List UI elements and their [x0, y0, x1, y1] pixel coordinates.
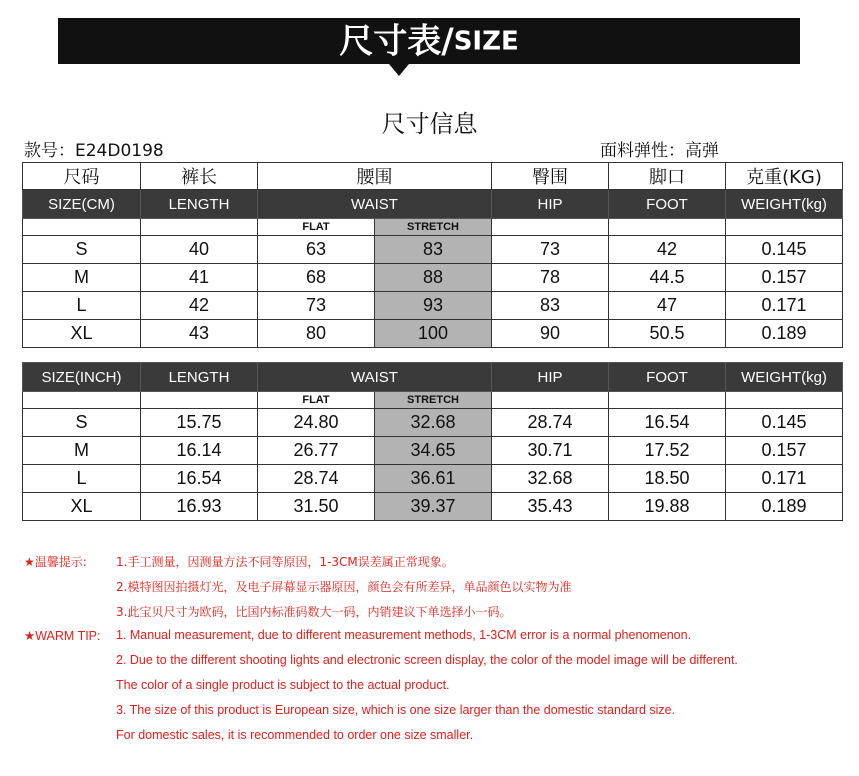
cell-weight: 0.171 [726, 465, 843, 493]
size-table-cm [22, 162, 843, 348]
cell-waist-stretch: 34.65 [375, 437, 492, 465]
subheader-row [23, 219, 843, 236]
cell-foot: 16.54 [609, 409, 726, 437]
cell-hip: 83 [492, 292, 609, 320]
subheader-flat: FLAT [258, 392, 375, 409]
cell-hip: 30.71 [492, 437, 609, 465]
cell-size: M [23, 437, 141, 465]
tip-line-en-1: 1. Manual measurement, due to different measurement methods, 1-3CM error is a normal phenomenon. [116, 628, 692, 642]
cell-waist-flat: 68 [258, 264, 375, 292]
table-row [23, 493, 843, 521]
header-row-zh [23, 163, 843, 190]
cell-foot: 47 [609, 292, 726, 320]
cell-waist-stretch: 88 [375, 264, 492, 292]
cell-length: 16.14 [141, 437, 258, 465]
cell-length: 16.93 [141, 493, 258, 521]
header-hip: HIP [492, 363, 609, 392]
cell-waist-flat: 80 [258, 320, 375, 348]
cell-length: 43 [141, 320, 258, 348]
size-table-inch [22, 362, 843, 521]
header-size: SIZE(CM) [23, 190, 141, 219]
table-row [23, 409, 843, 437]
header-foot: FOOT [609, 190, 726, 219]
cell-weight: 0.157 [726, 437, 843, 465]
fabric-elasticity: 面料弹性：高弹 [600, 141, 719, 161]
header-length: LENGTH [141, 190, 258, 219]
cell-waist-flat: 73 [258, 292, 375, 320]
table-row [23, 465, 843, 493]
tip-line-en-4: 3. The size of this product is European size, which is one size larger than the domestic standard size. [116, 703, 676, 717]
cell-size: XL [23, 320, 141, 348]
info-title: 尺寸信息 [381, 110, 478, 138]
subheader-flat: FLAT [258, 219, 375, 236]
table-row [23, 320, 843, 348]
tip-label-zh: ★温馨提示: [24, 555, 87, 569]
header-zh-weight: 克重(KG) [726, 163, 843, 190]
tip-line-en-5: For domestic sales, it is recommended to order one size smaller. [116, 728, 474, 742]
table-row [23, 292, 843, 320]
cell-weight: 0.145 [726, 409, 843, 437]
cell-size: S [23, 236, 141, 264]
table-row [23, 264, 843, 292]
cell-waist-stretch: 36.61 [375, 465, 492, 493]
tip-line-zh-3: 3.此宝贝尺寸为欧码，比国内标准码数大一码，内销建议下单选择小一码。 [116, 605, 512, 619]
cm-table-body [23, 236, 843, 348]
subheader-empty [492, 219, 609, 236]
subheader-empty [492, 392, 609, 409]
cell-foot: 18.50 [609, 465, 726, 493]
subheader-empty [141, 219, 258, 236]
cell-waist-stretch: 39.37 [375, 493, 492, 521]
header-zh-foot: 脚口 [609, 163, 726, 190]
subheader-empty [23, 219, 141, 236]
banner-title-zh: 尺寸表/ [339, 21, 454, 62]
banner-pointer-icon [389, 64, 409, 76]
cell-weight: 0.145 [726, 236, 843, 264]
table-row [23, 437, 843, 465]
cell-weight: 0.189 [726, 493, 843, 521]
cell-length: 42 [141, 292, 258, 320]
title-banner [58, 18, 800, 64]
subheader-empty [23, 392, 141, 409]
cell-waist-flat: 31.50 [258, 493, 375, 521]
cell-hip: 78 [492, 264, 609, 292]
header-row-en [23, 363, 843, 392]
header-foot: FOOT [609, 363, 726, 392]
header-weight: WEIGHT(kg) [726, 363, 843, 392]
subheader-empty [609, 219, 726, 236]
cell-waist-stretch: 100 [375, 320, 492, 348]
cell-hip: 28.74 [492, 409, 609, 437]
banner-title [58, 18, 800, 64]
cell-size: M [23, 264, 141, 292]
cell-waist-flat: 26.77 [258, 437, 375, 465]
cell-length: 40 [141, 236, 258, 264]
cell-hip: 73 [492, 236, 609, 264]
subheader-empty [609, 392, 726, 409]
model-number: 款号：E24D0198 [24, 141, 164, 161]
cell-waist-stretch: 83 [375, 236, 492, 264]
header-zh-size: 尺码 [23, 163, 141, 190]
cell-waist-flat: 63 [258, 236, 375, 264]
banner-title-en: SIZE [453, 26, 519, 57]
header-length: LENGTH [141, 363, 258, 392]
cell-length: 15.75 [141, 409, 258, 437]
cell-size: L [23, 292, 141, 320]
tip-line-en-3: The color of a single product is subject to the actual product. [116, 678, 450, 692]
header-hip: HIP [492, 190, 609, 219]
subheader-stretch: STRETCH [375, 219, 492, 236]
header-waist: WAIST [258, 363, 492, 392]
header-zh-hip: 臀围 [492, 163, 609, 190]
cell-size: S [23, 409, 141, 437]
cell-foot: 17.52 [609, 437, 726, 465]
cell-size: XL [23, 493, 141, 521]
header-weight: WEIGHT(kg) [726, 190, 843, 219]
tip-line-zh-2: 2.模特图因拍摄灯光，及电子屏幕显示器原因，颜色会有所差异，单品颜色以实物为准 [116, 580, 572, 594]
subheader-stretch: STRETCH [375, 392, 492, 409]
cell-weight: 0.189 [726, 320, 843, 348]
subheader-empty [726, 392, 843, 409]
subheader-empty [726, 219, 843, 236]
cell-waist-stretch: 93 [375, 292, 492, 320]
cell-hip: 35.43 [492, 493, 609, 521]
tip-label-en: ★WARM TIP: [24, 629, 101, 643]
cell-length: 16.54 [141, 465, 258, 493]
cell-waist-flat: 24.80 [258, 409, 375, 437]
cell-size: L [23, 465, 141, 493]
header-waist: WAIST [258, 190, 492, 219]
header-zh-length: 裤长 [141, 163, 258, 190]
table-row [23, 236, 843, 264]
cell-foot: 44.5 [609, 264, 726, 292]
cell-hip: 32.68 [492, 465, 609, 493]
tip-line-en-2: 2. Due to the different shooting lights and electronic screen display, the color of the model image will be different. [116, 653, 738, 667]
inch-table-body [23, 409, 843, 521]
cell-foot: 50.5 [609, 320, 726, 348]
cell-length: 41 [141, 264, 258, 292]
cell-waist-flat: 28.74 [258, 465, 375, 493]
subheader-row [23, 392, 843, 409]
header-row-en [23, 190, 843, 219]
header-zh-waist: 腰围 [258, 163, 492, 190]
tip-line-zh-1: 1.手工测量，因测量方法不同等原因，1-3CM误差属正常现象。 [116, 555, 454, 569]
cell-foot: 19.88 [609, 493, 726, 521]
header-size: SIZE(INCH) [23, 363, 141, 392]
cell-weight: 0.171 [726, 292, 843, 320]
cell-foot: 42 [609, 236, 726, 264]
cell-waist-stretch: 32.68 [375, 409, 492, 437]
subheader-empty [141, 392, 258, 409]
cell-hip: 90 [492, 320, 609, 348]
cell-weight: 0.157 [726, 264, 843, 292]
